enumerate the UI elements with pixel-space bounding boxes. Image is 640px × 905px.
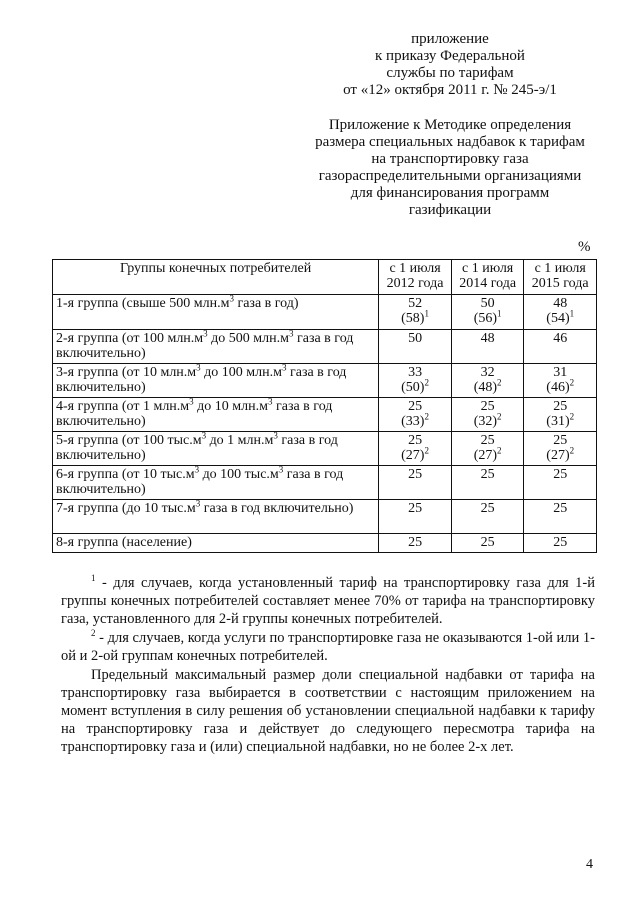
group-text: 2-я группа (от 100 млн.м (56, 331, 204, 346)
group-name-cell (53, 364, 379, 398)
value-main: 25 (480, 501, 495, 516)
table-body (53, 260, 597, 553)
value-main: 25 (408, 399, 423, 414)
group-name-cell (53, 330, 379, 364)
value-cell (451, 330, 524, 364)
table-row (53, 295, 597, 330)
group-text: 7-я группа (до 10 тыс.м (56, 501, 196, 516)
group-text: до 100 млн.м (200, 365, 282, 380)
value-alternate (381, 445, 449, 463)
group-text: 3-я группа (от 10 млн.м (56, 365, 197, 380)
footnote-1 (61, 574, 595, 628)
value-alternate (381, 411, 449, 429)
group-name-cell (53, 398, 379, 432)
value-main: 25 (408, 535, 423, 550)
value-main: 48 (553, 296, 568, 311)
superscript: 3 (278, 464, 284, 475)
column-header-groups: Группы конечных потребителей (53, 260, 379, 295)
appendix-line: на транспортировку газа (371, 151, 529, 167)
value-alternate-text: (58) (401, 311, 425, 326)
footnote-ref: 2 (569, 377, 575, 388)
table-row (53, 466, 597, 500)
table-row (53, 364, 597, 398)
value-main: 25 (553, 535, 568, 550)
value-cell (451, 364, 524, 398)
value-cell (379, 398, 452, 432)
value-alternate-text: (50) (401, 380, 425, 395)
group-text: газа в год включительно) (56, 365, 347, 395)
footnote-ref: 2 (497, 411, 502, 422)
value-cell (379, 466, 452, 500)
value-alternate-text: (31) (546, 414, 570, 429)
value-alternate-text: (32) (473, 414, 498, 429)
year-header-line: 2012 года (386, 276, 444, 291)
footnote-ref: 2 (569, 411, 575, 422)
footnote-ref: 2 (424, 445, 429, 456)
value-alternate-text: (56) (473, 311, 498, 326)
footnote-ref: 1 (497, 308, 502, 319)
value-main: 25 (480, 535, 495, 550)
value-alternate-text: (33) (401, 414, 425, 429)
value-cell (379, 432, 452, 466)
value-alternate (454, 377, 522, 395)
value-alternate (454, 308, 522, 326)
surcharge-table (52, 259, 597, 553)
value-alternate-text: (48) (473, 380, 498, 395)
value-cell (451, 398, 524, 432)
value-alternate-text: (27) (473, 448, 498, 463)
superscript: 3 (267, 396, 273, 407)
value-alternate (381, 377, 449, 395)
superscript: 3 (194, 464, 200, 475)
order-line: приложение (411, 31, 489, 47)
value-cell (524, 534, 597, 553)
value-cell (524, 330, 597, 364)
footnote-ref: 2 (497, 445, 502, 456)
value-alternate-text: (27) (546, 448, 570, 463)
value-cell (524, 432, 597, 466)
value-main: 25 (480, 467, 495, 482)
group-text: газа в год) (233, 296, 299, 311)
footnote-text: - для случаев, когда установленный тариф на транспортировку газа для 1-й группы конечных потребителей составляет менее 70% от тарифа на транспортировку газа, установленного для 2-й группы конечных потребителей. (61, 575, 595, 627)
footnote-ref: 2 (424, 377, 429, 388)
appendix-line: газораспределительными организациями (318, 168, 582, 184)
value-alternate (454, 411, 522, 429)
value-cell (524, 295, 597, 330)
appendix-line: газификации (408, 202, 492, 218)
year-header-line: с 1 июля (389, 261, 441, 276)
value-main: 50 (480, 296, 495, 311)
value-alternate (381, 308, 449, 326)
appendix-line: для финансирования программ (350, 185, 550, 201)
group-name-cell (53, 432, 379, 466)
value-alternate (526, 445, 594, 463)
superscript: 3 (196, 362, 201, 373)
value-main: 25 (480, 433, 495, 448)
value-main: 46 (553, 331, 568, 346)
superscript: 3 (288, 328, 294, 339)
footnote-2 (61, 629, 595, 665)
column-header-2015 (524, 260, 597, 295)
value-main: 48 (480, 331, 495, 346)
value-cell (524, 466, 597, 500)
value-cell (451, 534, 524, 553)
group-text: 8-я группа (население) (56, 535, 192, 550)
group-text: до 100 тыс.м (199, 467, 279, 482)
value-cell (524, 364, 597, 398)
table-header-row (53, 260, 597, 295)
value-alternate-text: (54) (546, 311, 570, 326)
year-header-line: 2015 года (531, 276, 589, 291)
value-main: 25 (408, 433, 423, 448)
group-text: газа в год включительно) (200, 501, 354, 516)
value-main: 50 (408, 331, 423, 346)
value-cell (379, 534, 452, 553)
value-cell (379, 330, 452, 364)
group-text: до 500 млн.м (207, 331, 289, 346)
value-alternate (526, 411, 594, 429)
group-text: 1-я группа (свыше 500 млн.м (56, 296, 230, 311)
group-text: газа в год включительно) (56, 399, 333, 429)
table-row (53, 500, 597, 534)
group-text: газа в год включительно) (56, 467, 344, 497)
table-row (53, 398, 597, 432)
footnote-mark: 2 (91, 628, 96, 639)
group-name-cell (53, 500, 379, 534)
group-text: 5-я группа (от 100 тыс.м (56, 433, 202, 448)
order-line: от «12» октября 2011 г. № 245-э/1 (343, 82, 557, 98)
value-alternate (526, 308, 594, 326)
superscript: 3 (229, 293, 234, 304)
value-main: 25 (553, 399, 568, 414)
value-main: 33 (408, 365, 423, 380)
group-text: газа в год включительно) (56, 331, 354, 361)
group-text: до 10 млн.м (193, 399, 268, 414)
group-text: газа в год включительно) (56, 433, 338, 463)
value-alternate-text: (46) (546, 380, 570, 395)
unit-label: % (578, 239, 591, 255)
value-cell (524, 398, 597, 432)
footnote-ref: 1 (424, 308, 429, 319)
value-cell (451, 295, 524, 330)
superscript: 3 (203, 328, 208, 339)
value-cell (451, 500, 524, 534)
superscript: 3 (195, 498, 201, 509)
value-cell (379, 500, 452, 534)
order-reference (300, 31, 600, 99)
group-name-cell (53, 534, 379, 553)
value-cell (451, 466, 524, 500)
footnote-mark: 1 (91, 573, 96, 584)
value-main: 25 (553, 433, 568, 448)
table-row (53, 432, 597, 466)
appendix-line: Приложение к Методике определения (328, 117, 572, 133)
order-line: к приказу Федеральной (375, 48, 525, 64)
superscript: 3 (201, 430, 207, 441)
year-header-line: 2014 года (459, 276, 517, 291)
closing-paragraph: Предельный максимальный размер доли специальной надбавки от тарифа на транспортировку газа выбирается в соответствии с настоящим приложением на момент вступления в силу решения об установлении специальной надбавки к тарифу на транспортировку газа и действует до следующего пересмотра тарифа на транспортировку газа и (или) специальной надбавки, но не более 2-х лет. (61, 667, 595, 755)
value-alternate (526, 377, 594, 395)
value-cell (524, 500, 597, 534)
group-text: до 1 млн.м (206, 433, 274, 448)
superscript: 3 (281, 362, 287, 373)
value-alternate-text: (27) (401, 448, 425, 463)
year-header-line: с 1 июля (462, 261, 514, 276)
superscript: 3 (273, 430, 278, 441)
footnote-ref: 2 (424, 411, 429, 422)
value-main: 31 (553, 365, 568, 380)
footnote-ref: 2 (569, 445, 575, 456)
footnote-text: - для случаев, когда услуги по транспортировке газа не оказываются 1-ой или 1-ой и 2-ой группам конечных потребителей. (61, 630, 595, 664)
group-text: 4-я группа (от 1 млн.м (56, 399, 190, 414)
value-main: 52 (408, 296, 423, 311)
footnote-ref: 1 (569, 308, 575, 319)
value-alternate (454, 445, 522, 463)
group-name-cell (53, 466, 379, 500)
value-main: 32 (480, 365, 495, 380)
group-text: 6-я группа (от 10 тыс.м (56, 467, 195, 482)
value-main: 25 (408, 467, 423, 482)
column-header-2012 (379, 260, 452, 295)
year-header-line: с 1 июля (534, 261, 586, 276)
value-cell (451, 432, 524, 466)
table-row (53, 534, 597, 553)
value-cell (379, 364, 452, 398)
appendix-title (300, 117, 600, 219)
column-header-2014 (451, 260, 524, 295)
superscript: 3 (189, 396, 194, 407)
page-number: 4 (586, 857, 593, 872)
value-main: 25 (480, 399, 495, 414)
group-name-cell (53, 295, 379, 330)
footnote-ref: 2 (497, 377, 502, 388)
value-main: 25 (408, 501, 423, 516)
value-main: 25 (553, 467, 568, 482)
value-main: 25 (553, 501, 568, 516)
value-cell (379, 295, 452, 330)
appendix-line: размера специальных надбавок к тарифам (315, 134, 585, 150)
table-row (53, 330, 597, 364)
order-line: службы по тарифам (386, 65, 514, 81)
